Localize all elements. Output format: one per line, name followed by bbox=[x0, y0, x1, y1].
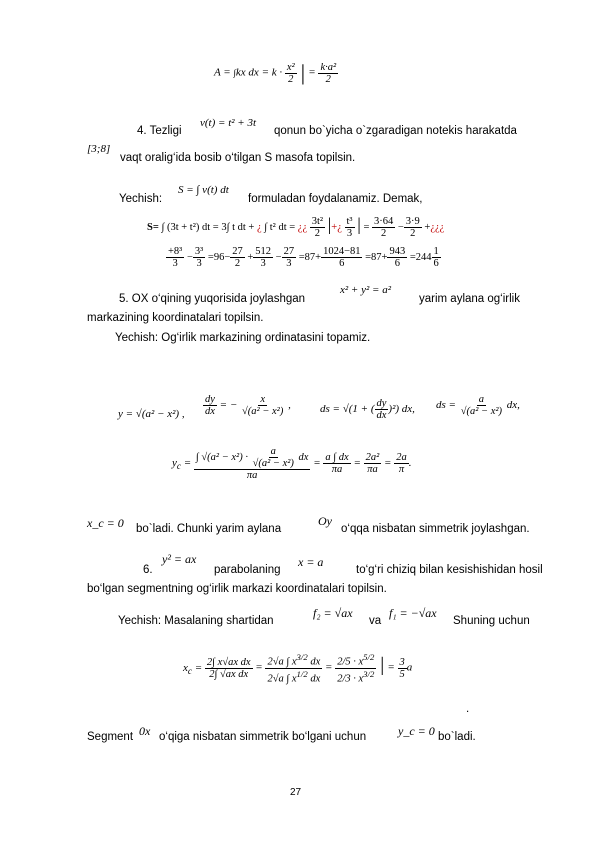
p4-line2: vaqt oralig‘ida bosib o‘tilgan S masofa topilsin. bbox=[120, 152, 356, 164]
sol4-eq-line1: S= ∫ (3t + t²) dt = 3∫ t dt + ¿ ∫ t² dt = ¿¿ $\frac{\text{3t²}}{2}$ |+¿ $\frac{\text{t³}}{3}$ | = $\frac{3\cdot 64}{2}$ − $\frac{3\cdot 9}{2}$ +¿¿¿ bbox=[147, 214, 445, 240]
p6-lead: 6. bbox=[143, 564, 153, 576]
sol6-xc: $x_c$ = $\frac{\text{2∫ x√ax dx}}{\text{2∫ √ax dx}}$ = $\frac{2√a \int x^{3/2} dx}{2√a \int x^{1/2} dx}$ = $\frac{2/5 \cdot x^{5/2}}{2/3 \cdot x^{3/2}}$ | = $\frac{3}{5}$ a bbox=[183, 652, 413, 684]
p5-line1a: 5. OX o‘qining yuqorisida joylashgan bbox=[119, 293, 306, 305]
final-yc: y_c = 0 bbox=[398, 724, 435, 738]
p5-line1b: yarim aylana og‘irlik bbox=[419, 293, 520, 305]
p6-t2: to‘g‘ri chiziq bilan kesishishidan hosil bbox=[356, 564, 543, 576]
page-number: 27 bbox=[290, 787, 302, 798]
p5-eq-dydx: $\frac{dy}{dx}$ = − $\frac{x}{\text{√(a² − x²)}}$ , bbox=[205, 394, 291, 417]
p5-eq-ds2: ds = $\frac{a}{\text{√(a² − x²)}}$ dx, bbox=[436, 394, 520, 417]
sol6-period: . bbox=[466, 703, 470, 715]
p5-oy: Oy bbox=[318, 514, 332, 528]
sol6-f1: f₁ = −√ax bbox=[389, 606, 437, 620]
sol4-label: Yechish: bbox=[119, 193, 163, 205]
p6-line2: bo‘lgan segmentning og‘irlik markazi koordinatalari topilsin. bbox=[87, 583, 387, 595]
sol6-f2: f₂ = √ax bbox=[313, 606, 353, 620]
sol4-eq-line2: $\frac{\text{+8³}}{3}$ − $\frac{\text{3³}}{3}$ =96− $\frac{27}{2}$ + $\frac{512}{3}$ − $\frac{27}{3}$ =87+ $\frac{1024-81}{6}$ =87+ $\frac{943}{6}$ =244 $\frac{1}{6}$ bbox=[168, 246, 439, 269]
sol6-va: va bbox=[369, 615, 382, 627]
p6-eq2: x = a bbox=[298, 555, 324, 569]
sol6-label: Yechish: Masalaning shartidan bbox=[118, 615, 274, 627]
formula-top: A = ∫kx dx = k · $\frac{\text{x²}}{2}$ | = $\frac{\text{k·a²}}{2}$ bbox=[214, 60, 337, 85]
p6-eq: y² = ax bbox=[162, 552, 197, 566]
p4-lead: 4. Tezligi bbox=[137, 125, 182, 137]
p5-sol: Yechish: Og‘irlik markazining ordinatasini topamiz. bbox=[115, 332, 371, 344]
p4-velocity: v(t) = t² + 3t bbox=[200, 117, 257, 129]
p5-end-text: bo`ladi. Chunki yarim aylana bbox=[136, 523, 282, 535]
p5-eq-y: y = √(a² − x²) , bbox=[118, 408, 185, 420]
p4-rest: qonun bo`yicha o`zgaradigan notekis harakatda bbox=[274, 125, 517, 137]
p5-eq-ds1: ds = √(1 + ( $\frac{dy}{dx}$ )²) dx, bbox=[320, 398, 415, 421]
p5-line2: markazining koordinatalari topilsin. bbox=[87, 312, 264, 324]
p6-t1: parabolaning bbox=[214, 564, 281, 576]
sol4-after: formuladan foydalanamiz. Demak, bbox=[248, 193, 423, 205]
p5-eq: x² + y² = a² bbox=[340, 284, 392, 296]
final-t1: Segment bbox=[87, 731, 134, 743]
p5-eq-yc: $y_c$ = ∫ √(a² − x²) · $\frac{a}{\text{√(a² − x²)}}$ dx πa = $\frac{a \int dx}{\pi a}$ = $\frac{\text{2a²}}{\pi a}$ = $\frac{2a}{\pi}$ . bbox=[172, 446, 412, 481]
sol6-tail: Shuning uchun bbox=[453, 615, 530, 627]
final-ox: 0x bbox=[139, 724, 151, 738]
sol4-formula: S = ∫ v(t) dt bbox=[178, 184, 229, 196]
final-t2: o‘qiga nisbatan simmetrik bo‘lgani uchun bbox=[159, 731, 367, 743]
p5-end-text2: o‘qqa nisbatan simmetrik joylashgan. bbox=[341, 523, 530, 535]
p4-interval: [3;8] bbox=[87, 143, 111, 155]
final-t3: bo`ladi. bbox=[438, 731, 476, 743]
p5-xc: x_c = 0 bbox=[87, 516, 124, 530]
